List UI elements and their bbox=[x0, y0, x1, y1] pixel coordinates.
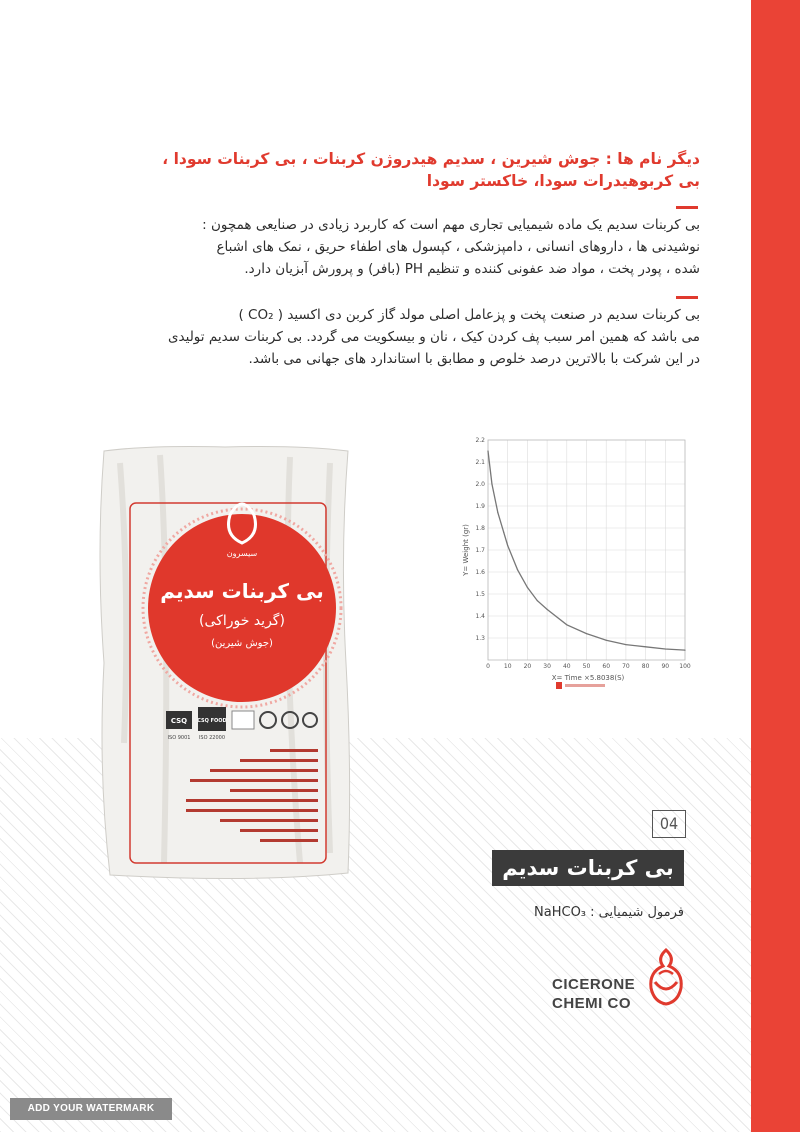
x-tick-label: 80 bbox=[641, 663, 650, 670]
y-tick-label: 2.0 bbox=[475, 481, 485, 488]
x-tick-label: 20 bbox=[523, 663, 532, 670]
y-tick-label: 1.5 bbox=[475, 591, 485, 598]
x-tick-label: 70 bbox=[622, 663, 630, 670]
usage-line-1: بی کربنات سدیم یک ماده شیمیایی تجاری مهم است که کاربرد زیادی در صنایعی همچون : bbox=[202, 217, 700, 233]
y-tick-label: 1.4 bbox=[475, 613, 485, 620]
x-tick-label: 50 bbox=[582, 663, 591, 670]
other-names-headline bbox=[100, 148, 700, 192]
y-tick-label: 1.7 bbox=[475, 547, 485, 554]
x-tick-label: 0 bbox=[486, 663, 490, 670]
data-point bbox=[645, 646, 646, 647]
data-point bbox=[503, 532, 504, 533]
baking-paragraph bbox=[100, 304, 700, 370]
data-point bbox=[625, 644, 626, 645]
product-title: بی کربنات سدیم bbox=[492, 850, 684, 886]
x-tick-label: 30 bbox=[543, 663, 551, 670]
bag-cert-1-std: ISO 9001 bbox=[167, 735, 191, 741]
red-sidebar bbox=[751, 0, 800, 1132]
y-tick-label: 1.9 bbox=[475, 503, 485, 510]
product-number: 04 bbox=[652, 810, 686, 838]
bag-cert-2-std: ISO 22000 bbox=[198, 735, 226, 741]
y-axis-label: Y= Weight (gr) bbox=[462, 524, 470, 576]
bag-cert-2: CSQ FOOD bbox=[197, 718, 227, 724]
data-point bbox=[586, 633, 587, 634]
chemical-formula bbox=[470, 905, 684, 920]
x-tick-label: 90 bbox=[661, 663, 670, 670]
bag-cert-1: CSQ bbox=[170, 717, 188, 725]
x-axis-label: X= Time ×5.8038(S) bbox=[551, 674, 625, 682]
data-point bbox=[517, 569, 518, 570]
weight-time-chart bbox=[458, 428, 698, 690]
x-tick-label: 10 bbox=[503, 663, 512, 670]
usage-paragraph bbox=[100, 214, 700, 280]
data-point bbox=[497, 512, 498, 513]
data-point bbox=[507, 545, 508, 546]
formula-label: فرمول شیمیایی : bbox=[590, 905, 684, 920]
data-point bbox=[487, 450, 488, 451]
data-point bbox=[547, 609, 548, 610]
usage-line-2: نوشیدنی ها ، داروهای انسانی ، دامپزشکی ، کپسول های اطفاء حریق ، نمک های اشباع bbox=[216, 239, 700, 255]
data-point bbox=[537, 600, 538, 601]
baking-line-2: می باشد که همین امر سبب پف کردن کیک ، نان و بیسکویت می گردد. بی کربنات سدیم تولیدی bbox=[167, 329, 700, 345]
bag-label-title: بی کربنات سدیم bbox=[160, 579, 324, 603]
watermark-badge: ADD YOUR WATERMARK bbox=[10, 1098, 172, 1120]
product-bag-image bbox=[90, 443, 360, 883]
y-tick-label: 2.1 bbox=[475, 459, 485, 466]
data-point bbox=[684, 650, 685, 651]
baking-line-3: در این شرکت با بالاترین درصد خلوص و مطابق با استاندارد های جهانی می باشد. bbox=[248, 351, 700, 367]
bag-label-grade: (گرید خوراکی) bbox=[199, 613, 285, 629]
formula-value: NaHCO₃ bbox=[534, 905, 587, 920]
y-tick-label: 1.8 bbox=[475, 525, 485, 532]
bag-logo-text: سیسرون bbox=[226, 549, 258, 558]
data-point bbox=[491, 483, 492, 484]
brand-line-2: CHEMI CO bbox=[552, 995, 631, 1012]
y-tick-label: 1.6 bbox=[475, 569, 485, 576]
x-tick-label: 100 bbox=[679, 663, 691, 670]
brand-logo-icon bbox=[645, 946, 687, 1006]
data-point bbox=[665, 648, 666, 649]
data-point bbox=[606, 640, 607, 641]
usage-line-3: شده ، پودر پخت ، مواد ضد عفونی کننده و تنظیم PH (بافر) و پرورش آبزیان دارد. bbox=[244, 261, 700, 277]
data-point bbox=[566, 624, 567, 625]
paragraph-1-marker bbox=[676, 206, 698, 209]
headline-line-2: بی کربوهیدرات سودا، خاکستر سودا bbox=[426, 172, 700, 190]
y-tick-label: 1.3 bbox=[475, 635, 485, 642]
baking-line-1: بی کربنات سدیم در صنعت پخت و پزعامل اصلی مولد گاز کربن دی اکسید ( CO₂ ) bbox=[238, 307, 700, 323]
bag-label-alt: (جوش شیرین) bbox=[211, 638, 273, 649]
chart-source-logo bbox=[556, 682, 605, 689]
y-tick-label: 2.2 bbox=[475, 437, 485, 444]
data-point bbox=[527, 587, 528, 588]
brand-line-1: CICERONE bbox=[552, 976, 636, 993]
x-tick-label: 40 bbox=[562, 663, 571, 670]
paragraph-2-marker bbox=[676, 296, 698, 299]
x-tick-label: 60 bbox=[602, 663, 611, 670]
brand-name bbox=[552, 975, 635, 1013]
headline-line-1: دیگر نام ها : جوش شیرین ، سدیم هیدروژن کربنات ، بی کربنات سودا ، bbox=[162, 150, 700, 168]
